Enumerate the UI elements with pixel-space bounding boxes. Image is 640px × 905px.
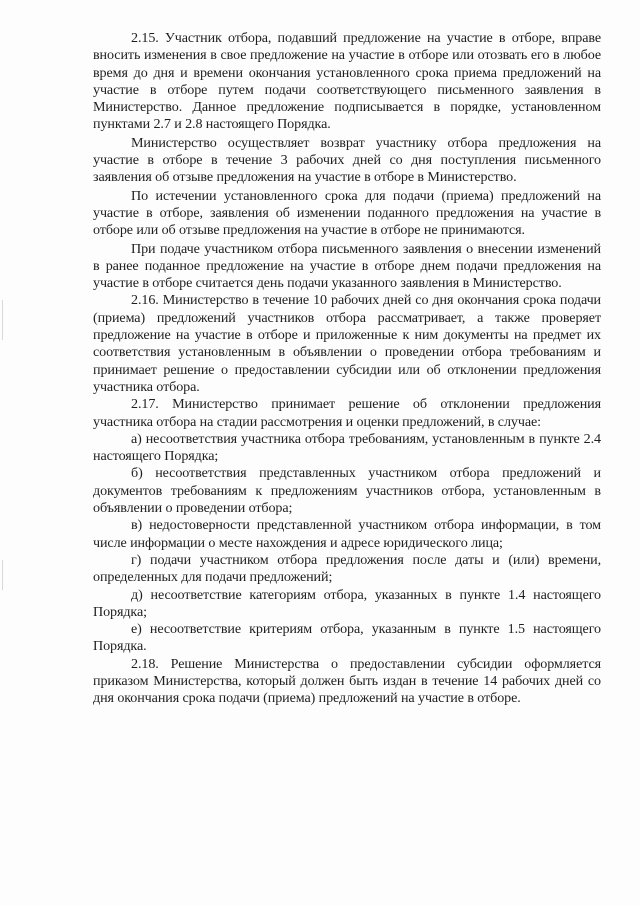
list-item-d: д) несоответствие категориям отбора, указанных в пункте 1.4 настоящего Порядка; xyxy=(93,586,601,620)
list-item-b: б) несоответствия представленных участником отбора предложений и документов требованиям к предложениям участников отбора, установленным в объявлении о проведении отбора; xyxy=(93,465,601,517)
scan-edge-mark xyxy=(2,560,3,590)
paragraph-2-17: 2.17. Министерство принимает решение об отклонении предложения участника отбора на стадии рассмотрения и оценки предложений, в случае: xyxy=(93,396,601,430)
list-item-v: в) недостоверности представленной участником отбора информации, в том числе информации о месте нахождения и адресе юридического лица; xyxy=(93,517,601,551)
document-body xyxy=(93,30,601,708)
scan-edge-mark xyxy=(2,300,3,340)
paragraph-return: Министерство осуществляет возврат участнику отбора предложения на участие в отборе в течение 3 рабочих дней со дня поступления письменного заявления об отзыве предложения на участие в отборе в Министерство. xyxy=(93,134,601,186)
list-item-e: е) несоответствие критериям отбора, указанным в пункте 1.5 настоящего Порядка. xyxy=(93,621,601,655)
paragraph-changes: При подаче участником отбора письменного заявления о внесении изменений в ранее поданное предложение на участие в отборе днем подачи предложения на участие в отборе считается день подачи указанного заявления в Министерство. xyxy=(93,240,601,292)
paragraph-deadline: По истечении установленного срока для подачи (приема) предложений на участие в отборе, заявления об изменении поданного предложения на участие в отборе или об отзыве предложения на участие в отборе не принимаются. xyxy=(93,187,601,239)
list-item-g: г) подачи участником отбора предложения после даты и (или) времени, определенных для подачи предложений; xyxy=(93,551,601,586)
paragraph-2-15: 2.15. Участник отбора, подавший предложение на участие в отборе, вправе вносить изменения в свое предложение на участие в отборе или отозвать его в любое время до дня и времени окончания установленного срока приема предложений на участие в отборе путем подачи соответствующего письменного заявления в Министерство. Данное предложение подписывается в порядке, установленном пунктами 2.7 и 2.8 настоящего Порядка. xyxy=(93,30,601,133)
list-item-a: а) несоответствия участника отбора требованиям, установленным в пункте 2.4 настоящего Порядка; xyxy=(93,430,601,465)
paragraph-2-16: 2.16. Министерство в течение 10 рабочих дней со дня окончания срока подачи (приема) предложений участников отбора рассматривает, а также проверяет предложение на участие в отборе и приложенные к ним документы на предмет их соответствия установленным в объявлении о проведении отбора требованиям и принимает решение о предоставлении субсидии или об отклонении предложения участника отбора. xyxy=(93,292,601,395)
paragraph-2-18: 2.18. Решение Министерства о предоставлении субсидии оформляется приказом Министерства, который должен быть издан в течение 14 рабочих дней со дня окончания срока подачи (приема) предложений на участие в отборе. xyxy=(93,655,601,707)
